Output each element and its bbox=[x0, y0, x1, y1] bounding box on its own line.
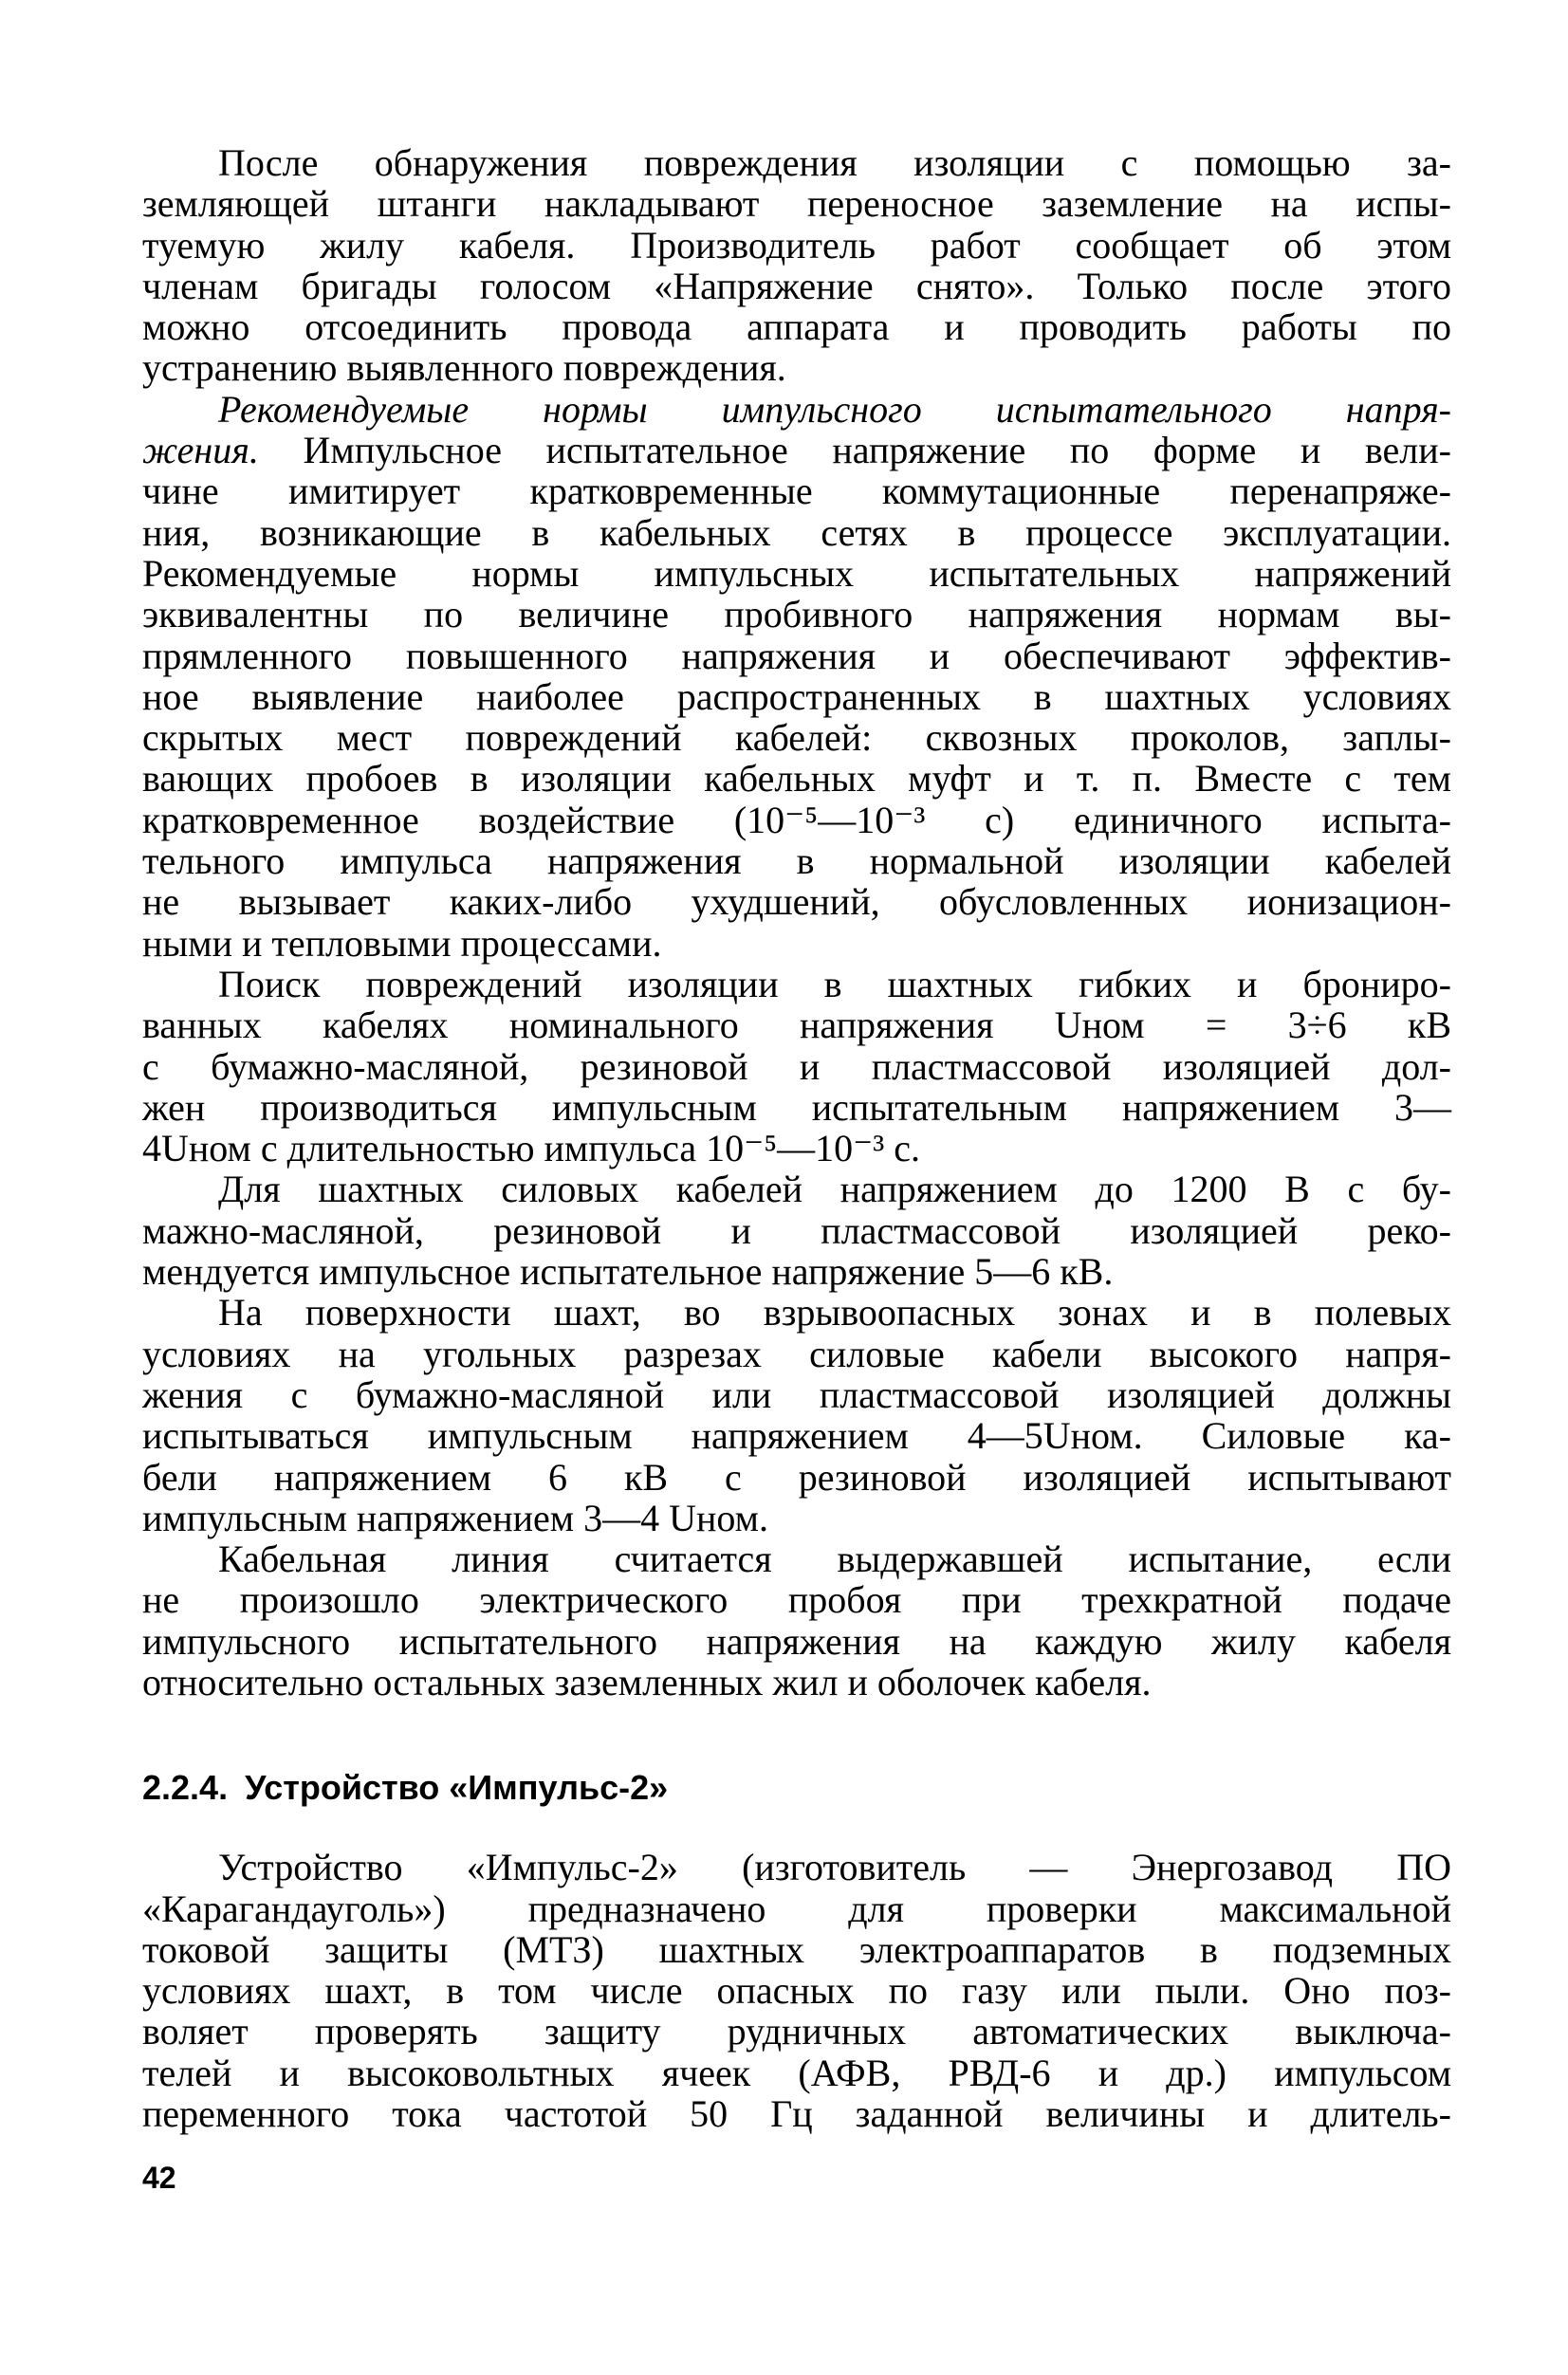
text-line bbox=[142, 430, 1451, 470]
text-line: вающих пробоев в изоляции кабельных муфт и т. п. Вместе с тем bbox=[142, 757, 1451, 801]
text-line: импульсного испытательного напряжения на каждую жилу кабеля bbox=[142, 1619, 1451, 1663]
text-line: тельного импульса напряжения в нормальной изоляции кабелей bbox=[142, 839, 1451, 883]
text-line: не вызывает каких-либо ухудшений, обусловленных ионизацион- bbox=[142, 880, 1451, 924]
paragraph-impulse2-device bbox=[142, 1847, 1451, 2134]
text-line: скрытых мест повреждений кабелей: сквозных проколов, заплы- bbox=[142, 716, 1451, 760]
text-line: ния, возникающие в кабельных сетях в процессе эксплуатации. bbox=[142, 510, 1451, 554]
text-line: На поверхности шахт, во взрывоопасных зонах и в полевых bbox=[218, 1291, 1451, 1335]
text-line: Рекомендуемые нормы импульсных испытательных напряжений bbox=[142, 551, 1451, 595]
text-line: ванных кабелях номинального напряжения Uном = 3÷6 кВ bbox=[142, 1003, 1451, 1047]
paragraph-surface-conditions bbox=[142, 1292, 1451, 1538]
text-line: испытываться импульсным напряжением 4—5Uном. Силовые ка- bbox=[142, 1414, 1451, 1458]
section-number: 2.2.4. bbox=[142, 1768, 229, 1808]
text-line: воляет проверять защиту рудничных автоматических выключа- bbox=[142, 2010, 1451, 2053]
text-line: эквивалентны по величине пробивного напряжения нормам вы- bbox=[142, 593, 1451, 636]
text-line: «Карагандауголь») предназначено для проверки максимальной bbox=[142, 1887, 1451, 1930]
text-line: условиях шахт, в том числе опасных по газу или пыли. Оно поз- bbox=[142, 1969, 1451, 2013]
text-line: относительно остальных заземленных жил и оболочек кабеля. bbox=[142, 1660, 1152, 1703]
text-line: Поиск повреждений изоляции в шахтных гибких и брониро- bbox=[218, 962, 1451, 1005]
text-line: можно отсоединить провода аппарата и проводить работы по bbox=[142, 305, 1451, 349]
text-line: 4Uном с длительностью импульса 10⁻⁵—10⁻³ с. bbox=[142, 1127, 920, 1170]
text-line: Для шахтных силовых кабелей напряжением до 1200 В с бу- bbox=[218, 1168, 1451, 1211]
text-line: Кабельная линия считается выдержавшей испытание, если bbox=[218, 1537, 1451, 1581]
text-line: туемую жилу кабеля. Производитель работ сообщает об этом bbox=[142, 223, 1451, 267]
page-body bbox=[142, 142, 1451, 2134]
paragraph-impulse-norms bbox=[142, 389, 1451, 964]
text-line: мендуется импульсное испытательное напряжение 5—6 кВ. bbox=[142, 1250, 1114, 1294]
text-line: жения с бумажно-масляной или пластмассовой изоляцией должны bbox=[142, 1372, 1451, 1416]
text-fragment: Импульсное испытательное напряжение по форме и вели- bbox=[258, 429, 1451, 472]
italic-lead-end: жения. bbox=[142, 429, 259, 472]
text-line: мажно-масляной, резиновой и пластмассовой изоляцией реко- bbox=[142, 1208, 1451, 1252]
paragraph-fault-search bbox=[142, 964, 1451, 1169]
text-line: Устройство «Импульс-2» (изготовитель — Энергозавод ПО bbox=[218, 1846, 1451, 1889]
text-line: кратковременное воздействие (10⁻⁵—10⁻³ с) единичного испыта- bbox=[142, 798, 1451, 841]
text-line: ными и тепловыми процессами. bbox=[142, 921, 662, 965]
text-line: не произошло электрического пробоя при трехкратной подаче bbox=[142, 1578, 1451, 1622]
text-line: чине имитирует кратковременные коммутационные перенапряже- bbox=[142, 469, 1451, 513]
paragraph-power-cables bbox=[142, 1169, 1451, 1292]
text-line: После обнаружения повреждения изоляции с помощью за- bbox=[218, 141, 1451, 184]
text-line: жен производиться импульсным испытательным напряжением 3— bbox=[142, 1085, 1451, 1129]
italic-lead: Рекомендуемые нормы импульсного испытательного напря- bbox=[218, 387, 1451, 431]
text-line: ное выявление наиболее распространенных в шахтных условиях bbox=[142, 674, 1451, 718]
text-line: импульсным напряжением 3—4 Uном. bbox=[142, 1496, 768, 1539]
text-line: токовой защиты (МТЗ) шахтных электроаппаратов в подземных bbox=[142, 1927, 1451, 1971]
text-line: бели напряжением 6 кВ с резиновой изоляцией испытывают bbox=[142, 1455, 1451, 1499]
text-line: переменного тока частотой 50 Гц заданной величины и длитель- bbox=[142, 2092, 1451, 2136]
text-line: земляющей штанги накладывают переносное заземление на испы- bbox=[142, 182, 1451, 226]
text-line: с бумажно-масляной, резиновой и пластмассовой изоляцией дол- bbox=[142, 1044, 1451, 1088]
text-line: телей и высоковольтных ячеек (АФВ, РВД-6 и др.) импульсом bbox=[142, 2051, 1451, 2094]
text-line: устранению выявленного повреждения. bbox=[142, 346, 786, 390]
section-title: Устройство «Импульс-2» bbox=[245, 1768, 669, 1808]
section-heading bbox=[142, 1767, 1451, 1808]
text-line: условиях на угольных разрезах силовые кабели высокого напря- bbox=[142, 1332, 1451, 1375]
page-number: 42 bbox=[142, 2161, 176, 2195]
text-line: прямленного повышенного напряжения и обеспечивают эффектив- bbox=[142, 634, 1451, 677]
paragraph-insulation-grounding bbox=[142, 142, 1451, 389]
paragraph-test-passed bbox=[142, 1538, 1451, 1703]
text-line: членам бригады голосом «Напряжение снято». Только после этого bbox=[142, 264, 1451, 307]
